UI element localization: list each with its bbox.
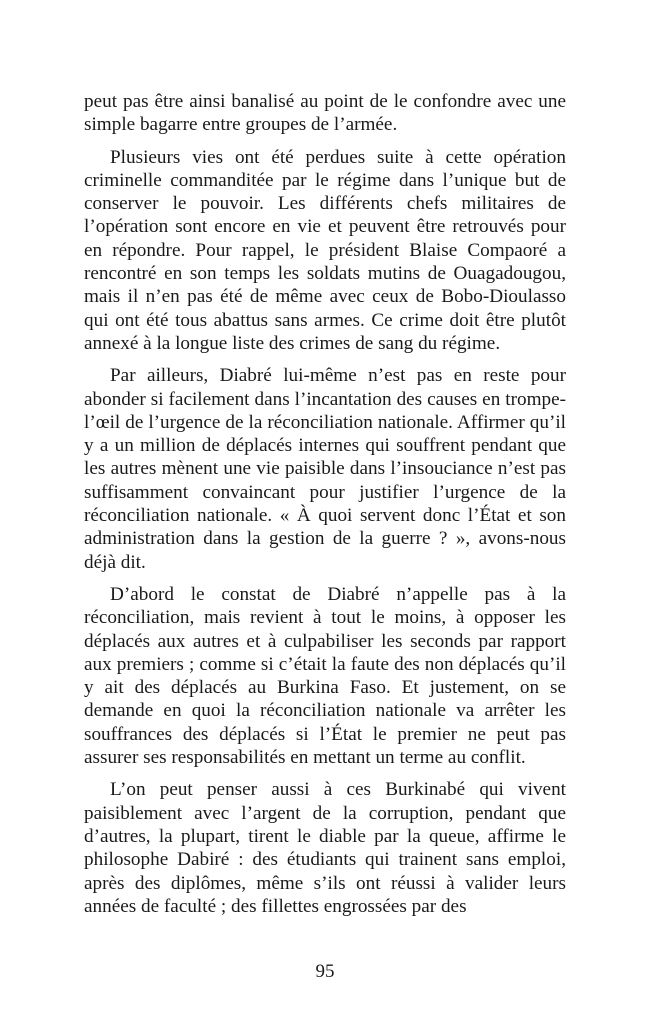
paragraph-continued: peut pas être ainsi banalisé au point de le confondre avec une simple bagarre entre groupes de l’armée. <box>84 91 566 136</box>
page-body <box>84 90 566 927</box>
paragraph-diabre-urgence: Par ailleurs, Diabré lui-même n’est pas en reste pour abonder si facilement dans l’incantation des causes en trompe-l’œil de l’urgence de la réconciliation nationale. Affirmer qu’il y a un million de déplacés internes qui souffrent pendant que les autres mènent une vie paisible dans l’insouciance n’est pas suffisamment convaincant pour justifier l’urgence de la réconciliation nationale. « À quoi servent donc l’État et son administration dans la gestion de la guerre ? », avons-nous déjà dit. <box>84 365 566 573</box>
page-number: 95 <box>315 961 335 982</box>
paragraph-burkinabe-corruption: L’on peut penser aussi à ces Burkinabé qui vivent paisiblement avec l’argent de la corruption, pendant que d’autres, la plupart, tirent le diable par la queue, affirme le philosophe Dabiré : des étudiants qui trainent sans emploi, après des diplômes, même s’ils ont réussi à valider leurs années de faculté ; des fillettes engrossées par des <box>84 779 566 917</box>
paragraph-constat-diabre: D’abord le constat de Diabré n’appelle pas à la réconciliation, mais revient à tout le moins, à opposer les déplacés aux autres et à culpabiliser les seconds par rapport aux premiers ; comme si c’était la faute des non déplacés qu’il y ait des déplacés au Burkina Faso. Et justement, on se demande en quoi la réconciliation nationale va arrêter les souffrances des déplacés si l’État le premier ne peut pas assurer ses responsabilités en mettant un terme au conflit. <box>84 583 566 769</box>
paragraph-operation-criminelle: Plusieurs vies ont été perdues suite à cette opération criminelle commanditée par le régime dans l’unique but de conserver le pouvoir. Les différents chefs militaires de l’opération sont encore en vie et peuvent être retrouvés pour en répondre. Pour rappel, le président Blaise Compaoré a rencontré en son temps les soldats mutins de Ouagadougou, mais il n’en pas été de même avec ceux de Bobo-Dioulasso qui ont été tous abattus sans armes. Ce crime doit être plutôt annexé à la longue liste des crimes de sang du régime. <box>84 146 566 354</box>
